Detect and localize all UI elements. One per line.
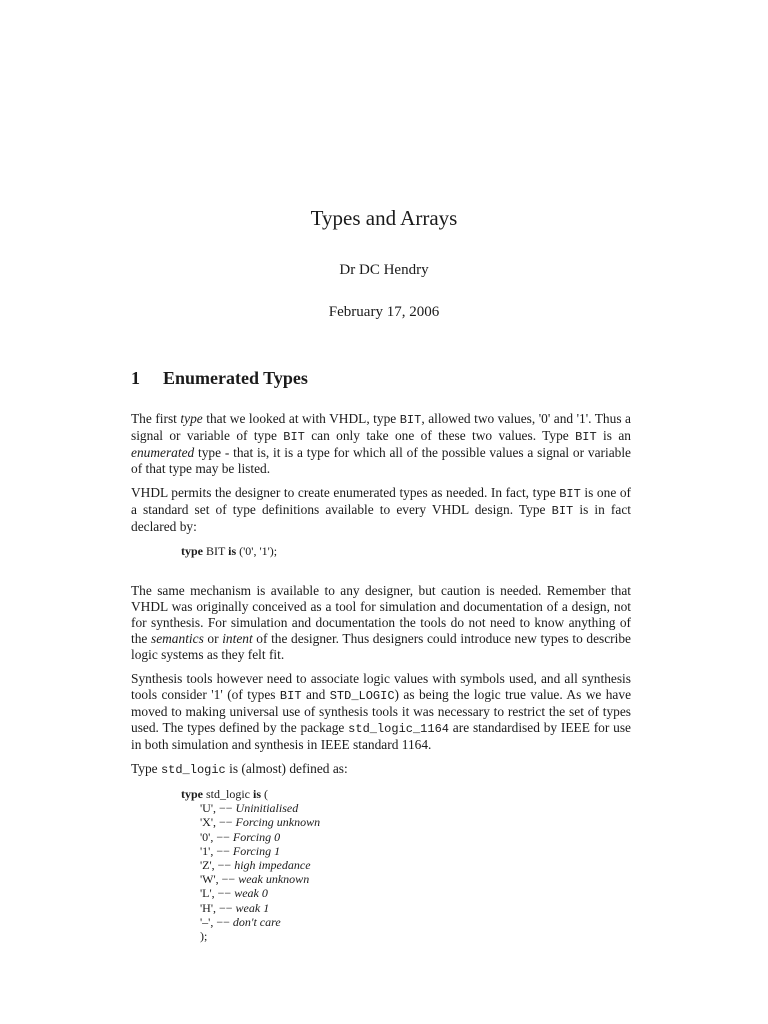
code-line: 'Z', −− high impedance: [200, 858, 311, 873]
code-line: type std_logic is (: [181, 787, 269, 801]
paragraph-3: The same mechanism is available to any designer, but caution is needed. Remember that VHDL was originally conceived as a tool for simulation and documentation of a design, not for synthesis. For simulation and documentation the tools do not need to know anything of the semantics or intent of the designer. Thus designers could introduce new types to describe logic systems as they felt fit.: [131, 583, 631, 662]
code-line: '–', −− don't care: [200, 914, 281, 929]
document-title: Types and Arrays: [310, 206, 458, 230]
section-title: Enumerated Types: [163, 368, 308, 388]
paragraph-5: Type std_logic is (almost) defined as:: [131, 761, 348, 777]
code-line: '1', −− Forcing 1: [200, 843, 281, 858]
section-number: 1: [131, 368, 140, 388]
paragraph-2: VHDL permits the designer to create enumerated types as needed. In fact, type BIT is one of a standard set of type definitions available to every VHDL design. Type BIT is in fact declared by:: [131, 485, 631, 534]
code-block-std-logic: [181, 787, 320, 943]
code-line: 'U', −− Uninitialised: [200, 801, 299, 816]
code-line: 'X', −− Forcing unknown: [200, 815, 321, 830]
section-heading: [131, 368, 308, 389]
paragraph-4: Synthesis tools however need to associate logic values with symbols used, and all synthesis tools consider '1' (of types BIT and STD_LOGIC) as being the logic true value. As we have moved to making universal use of synthesis tools it was necessary to restrict the set of types used. The types defined by the package std_logic_1164 are standardised by IEEE for use in both simulation and synthesis in IEEE standard 1164.: [131, 671, 632, 752]
code-line: 'L', −− weak 0: [200, 886, 268, 901]
code-line: 'H', −− weak 1: [200, 900, 270, 915]
paragraph-1: The first type that we looked at with VHDL, type BIT, allowed two values, '0' and '1'. Thus a signal or variable of type BIT can only take one of these two values. Type BIT is an enumerated type - that is, it is a type for which all of the possible values a signal or variable of that type may be listed.: [131, 411, 631, 476]
code-line: 'W', −− weak unknown: [200, 872, 310, 887]
document-date: February 17, 2006: [328, 304, 440, 320]
code-line: );: [200, 929, 208, 944]
code-line: '0', −− Forcing 0: [200, 829, 281, 844]
code-block-bit: type BIT is ('0', '1');: [181, 544, 278, 558]
document-author: Dr DC Hendry: [339, 262, 429, 278]
